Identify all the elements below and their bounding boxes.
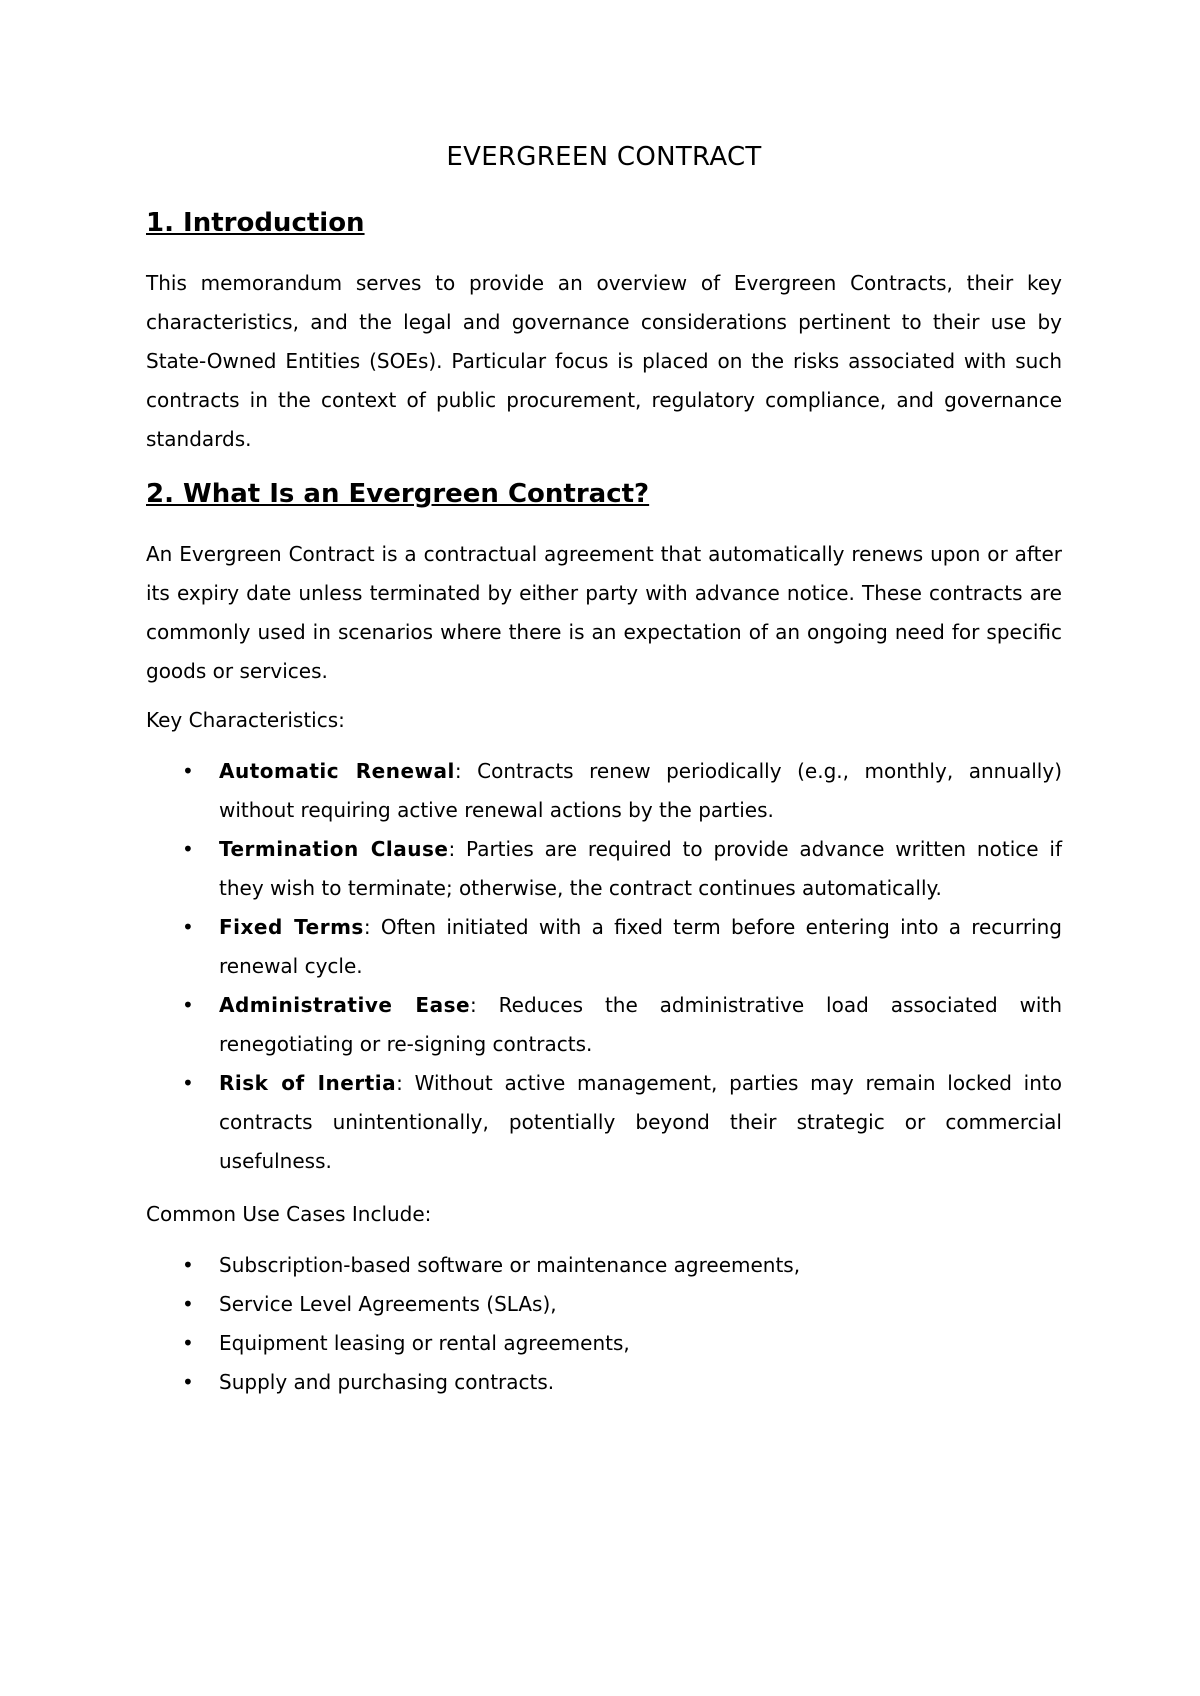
- use-cases-label: Common Use Cases Include:: [146, 1202, 432, 1226]
- use-case-text: Equipment leasing or rental agreements,: [219, 1331, 630, 1355]
- bullet-icon: •: [182, 837, 194, 861]
- definition-paragraph: An Evergreen Contract is a contractual agreement that automatically renews upon or after its expiry date unless terminated by either party with advance notice. These contracts are commonly used in scenarios where there is an expectation of an ongoing need for specific goods or services.: [146, 542, 1062, 683]
- list-item: [146, 830, 1062, 908]
- term-description: : Contracts renew periodically (e.g., monthly, annually) without requiring active renewal actions by the parties.: [219, 759, 1063, 822]
- bullet-icon: •: [182, 1071, 194, 1095]
- use-case-text: Supply and purchasing contracts.: [219, 1370, 555, 1394]
- list-item: [146, 1363, 1062, 1402]
- bullet-icon: •: [182, 1370, 194, 1394]
- document-title: EVERGREEN CONTRACT: [446, 142, 762, 172]
- list-item: [146, 1324, 1062, 1363]
- bullet-icon: •: [182, 1253, 194, 1277]
- key-characteristics-list: [146, 752, 1062, 1181]
- bullet-icon: •: [182, 1331, 194, 1355]
- bullet-icon: •: [182, 993, 194, 1017]
- use-cases-list: [146, 1246, 1062, 1402]
- list-item: [146, 1285, 1062, 1324]
- term-label: Fixed Terms: [219, 915, 364, 939]
- bullet-icon: •: [182, 759, 194, 783]
- introduction-paragraph: This memorandum serves to provide an overview of Evergreen Contracts, their key characteristics, and the legal and governance considerations pertinent to their use by State-Owned Entities (SOEs). Particular focus is placed on the risks associated with such contracts in the context of public procurement, regulatory compliance, and governance standards.: [146, 271, 1062, 451]
- term-description: : Often initiated with a fixed term before entering into a recurring renewal cycle.: [219, 915, 1062, 978]
- list-item: [146, 752, 1062, 830]
- term-label: Risk of Inertia: [219, 1071, 397, 1095]
- use-case-text: Service Level Agreements (SLAs),: [219, 1292, 557, 1316]
- term-description: : Reduces the administrative load associated with renegotiating or re-signing contracts.: [219, 993, 1062, 1056]
- section-heading-what-is: 2. What Is an Evergreen Contract?: [146, 479, 650, 509]
- term-description: : Parties are required to provide advance written notice if they wish to terminate; otherwise, the contract continues automatically.: [219, 837, 1062, 900]
- bullet-icon: •: [182, 1292, 194, 1316]
- term-label: Automatic Renewal: [219, 759, 455, 783]
- list-item: [146, 1246, 1062, 1285]
- key-characteristics-label: Key Characteristics:: [146, 708, 345, 732]
- list-item: [146, 1064, 1062, 1181]
- list-item: [146, 986, 1062, 1064]
- term-description: : Without active management, parties may remain locked into contracts unintentionally, potentially beyond their strategic or commercial usefulness.: [219, 1071, 1062, 1173]
- term-label: Administrative Ease: [219, 993, 471, 1017]
- use-case-text: Subscription-based software or maintenance agreements,: [219, 1253, 801, 1277]
- list-item: [146, 908, 1062, 986]
- section-heading-introduction: 1. Introduction: [146, 208, 365, 238]
- term-label: Termination Clause: [219, 837, 449, 861]
- bullet-icon: •: [182, 915, 194, 939]
